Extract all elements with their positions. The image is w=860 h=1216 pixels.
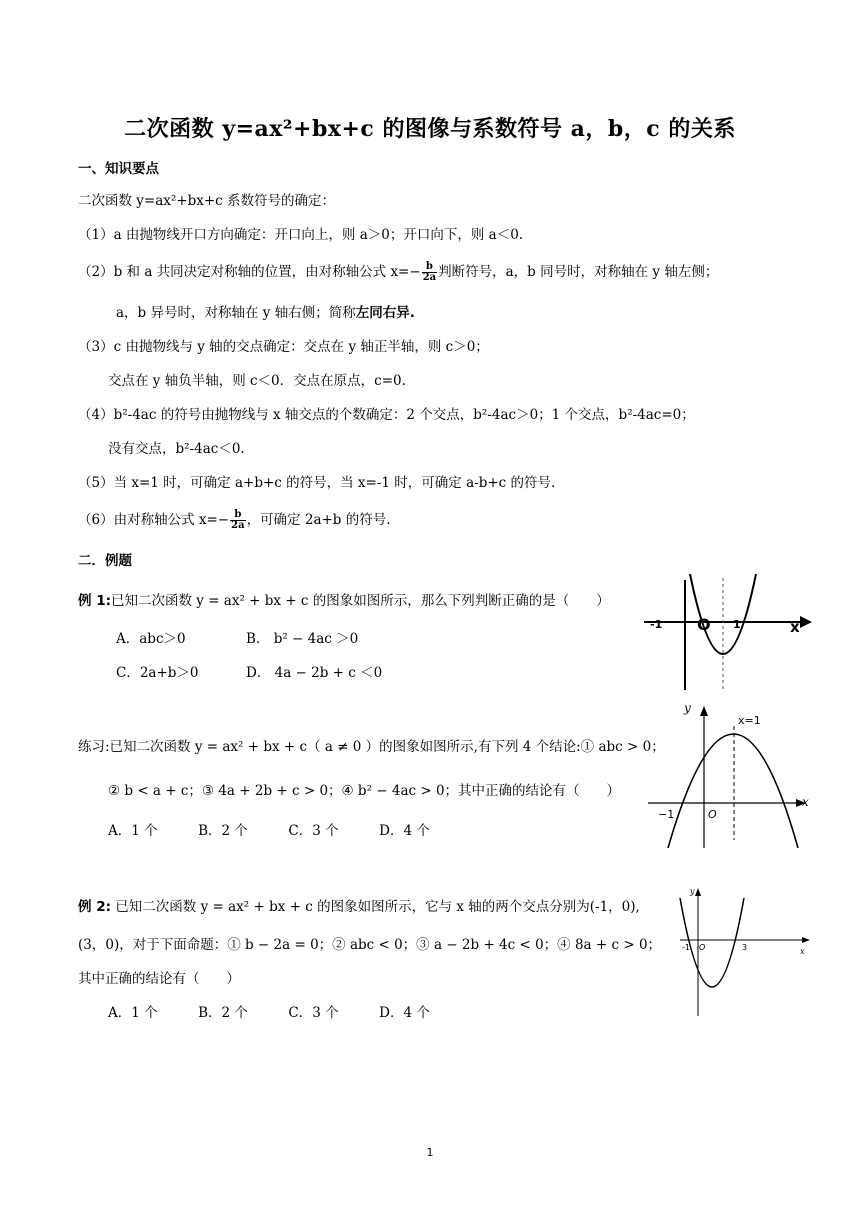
fraction-numerator: b <box>422 262 437 273</box>
example-2-graph <box>676 884 816 1020</box>
point-3: （3）c 由抛物线与 y 轴的交点确定：交点在 y 轴正半轴，则 c＞0； <box>78 339 489 355</box>
x-axis-arrow <box>802 937 810 943</box>
example-1-option-b: B． b² − 4ac ＞0 <box>246 631 359 647</box>
tick-label-left: −1 <box>658 808 675 821</box>
point-2 <box>78 262 718 283</box>
example-1-label: 例 1: <box>78 593 111 609</box>
section-heading-examples: 二．例题 <box>78 553 132 569</box>
x-axis-label: x <box>802 795 809 809</box>
point-6-after: ，可确定 2a+b 的符号. <box>246 512 391 528</box>
practice-graph <box>646 700 816 850</box>
origin-label: O <box>699 943 706 952</box>
point-2-cont-text: a，b 异号时，对称轴在 y 轴右侧；简称 <box>116 305 356 321</box>
tick-label-left: -1 <box>682 943 690 952</box>
x-axis-label: x <box>790 618 800 636</box>
rule-summary-bold: 左同右异. <box>355 305 415 321</box>
example-2-prompt: 其中正确的结论有（ ） <box>78 971 240 987</box>
y-axis-arrow <box>700 706 708 716</box>
practice-options: A．1 个 B．2 个 C．3 个 D．4 个 <box>108 823 430 839</box>
fraction-denominator: 2a <box>231 520 245 531</box>
point-6-before: （6）由对称轴公式 x=− <box>78 512 230 528</box>
example-2-question <box>78 898 640 916</box>
practice-question: 练习:已知二次函数 y = ax² + bx + c（ a ≠ 0 ）的图象如图所示,有下列 4 个结论:① abc > 0； <box>78 739 665 755</box>
point-2-after: 判断符号，a，b 同号时，对称轴在 y 轴左侧； <box>438 264 719 280</box>
example-1-question <box>78 592 610 610</box>
point-6 <box>78 510 391 531</box>
origin-label: O <box>697 615 711 634</box>
page-title: 二次函数 y=ax²+bx+c 的图像与系数符号 a，b，c 的关系 <box>124 116 736 142</box>
example-2-label: 例 2: <box>78 899 111 915</box>
point-4: （4）b²-4ac 的符号由抛物线与 x 轴交点的个数确定：2 个交点，b²-4ac＞0；1 个交点，b²-4ac=0； <box>78 407 695 423</box>
y-axis-label: y <box>690 887 695 896</box>
y-axis-label: y <box>684 701 691 715</box>
x-axis-arrow <box>800 616 812 628</box>
x-axis-label: x <box>800 947 805 956</box>
tick-label-left: -1 <box>650 618 663 631</box>
point-1: （1）a 由抛物线开口方向确定：开口向上，则 a＞0；开口向下，则 a＜0. <box>78 227 524 243</box>
section-heading-knowledge: 一、知识要点 <box>78 161 159 177</box>
example-1-text: 已知二次函数 y = ax² + bx + c 的图象如图所示，那么下列判断正确的是（ ） <box>111 593 610 609</box>
fraction-b-over-2a-2 <box>230 510 245 531</box>
fraction-numerator: b <box>230 510 245 521</box>
y-axis-arrow <box>695 888 701 896</box>
point-2-continued <box>116 304 415 322</box>
practice-conclusions: ② b < a + c；③ 4a + 2b + c > 0；④ b² − 4ac > 0；其中正确的结论有（ ） <box>108 783 621 799</box>
example-1-option-c: C．2a+b＞0 <box>116 665 199 681</box>
intro-text: 二次函数 y=ax²+bx+c 系数符号的确定： <box>78 193 336 209</box>
example-1-option-d: D． 4a − 2b + c ＜0 <box>246 665 383 681</box>
example-2-text: 已知二次函数 y = ax² + bx + c 的图象如图所示，它与 x 轴的两个交点分别为(-1，0), <box>111 899 640 915</box>
example-2-options: A．1 个 B．2 个 C．3 个 D．4 个 <box>108 1005 430 1021</box>
tick-label-right: 3 <box>742 943 748 952</box>
parabola-curve <box>668 734 798 848</box>
tick-label-right: 1 <box>733 618 741 631</box>
example-1-graph <box>640 570 820 694</box>
example-2-propositions: (3，0)，对于下面命题：① b − 2a = 0；② abc < 0；③ a − 2b + 4c < 0；④ 8a + c > 0； <box>78 937 662 953</box>
fraction-denominator: 2a <box>422 272 437 283</box>
page-number: 1 <box>426 1146 434 1159</box>
origin-label: O <box>708 808 717 821</box>
fraction-b-over-2a <box>422 262 437 283</box>
point-3-continued: 交点在 y 轴负半轴，则 c＜0．交点在原点，c=0. <box>108 373 406 389</box>
example-1-option-a: A．abc＞0 <box>116 631 186 647</box>
point-4-continued: 没有交点，b²-4ac＜0. <box>108 441 245 457</box>
point-5: （5）当 x=1 时，可确定 a+b+c 的符号，当 x=-1 时，可确定 a-b+c 的符号. <box>78 475 556 491</box>
point-2-before: （2）b 和 a 共同决定对称轴的位置，由对称轴公式 x=− <box>78 264 421 280</box>
symmetry-axis-label: x=1 <box>738 714 761 727</box>
